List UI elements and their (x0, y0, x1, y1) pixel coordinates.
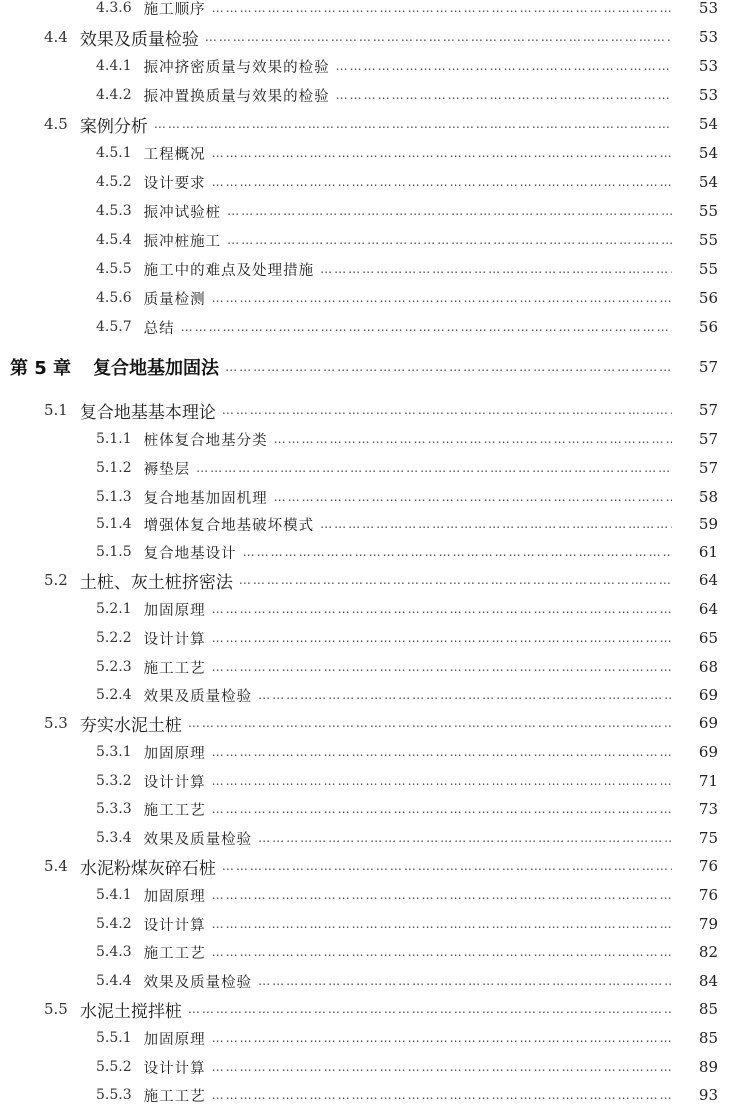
section-title: 加固原理 (143, 745, 206, 762)
page-number: 53 (698, 57, 718, 75)
section-title: 工程概况 (143, 146, 206, 163)
toc-entry[interactable] (0, 284, 730, 312)
section-number: 5.1.4 (96, 516, 132, 532)
section-title: 加固原理 (143, 1031, 206, 1048)
dot-leader (154, 117, 672, 131)
toc-entry[interactable] (0, 852, 730, 880)
section-number: 5.2.4 (96, 687, 132, 703)
section-number: 5.1 (44, 401, 68, 419)
toc-entry[interactable] (0, 624, 730, 652)
section-number: 5.1.5 (96, 544, 132, 560)
page-number: 73 (698, 800, 718, 818)
section-title: 施工中的难点及处理措施 (143, 262, 315, 279)
dot-leader (212, 660, 672, 674)
dot-leader (274, 432, 672, 446)
dot-leader (320, 517, 672, 531)
section-number: 4.5.3 (96, 203, 132, 219)
dot-leader (212, 291, 672, 305)
section-title: 施工工艺 (143, 945, 206, 962)
section-number: 5.5.2 (96, 1059, 132, 1075)
toc-entry[interactable] (0, 255, 730, 283)
toc-entry[interactable] (0, 795, 730, 823)
section-number: 4.5.5 (96, 261, 132, 277)
section-number: 4.4.2 (96, 87, 132, 103)
page-number: 84 (698, 972, 718, 990)
page-number: 59 (698, 515, 718, 533)
toc-entry[interactable] (0, 313, 730, 341)
section-title: 褥垫层 (143, 461, 191, 478)
section-title: 振冲桩施工 (143, 233, 222, 250)
toc-entry[interactable] (0, 510, 730, 538)
section-title: 效果及质量检验 (143, 831, 253, 848)
dot-leader (212, 602, 672, 616)
section-title: 质量检测 (143, 291, 206, 308)
section-title: 施工顺序 (143, 1, 206, 18)
toc-entry[interactable] (0, 881, 730, 909)
toc-entry[interactable] (0, 396, 730, 424)
page-number: 69 (698, 714, 718, 732)
dot-leader (196, 461, 672, 475)
section-number: 5.2.2 (96, 630, 132, 646)
toc-entry[interactable] (0, 0, 730, 22)
section-number: 4.5.4 (96, 232, 132, 248)
page-number: 93 (698, 1086, 718, 1104)
section-title: 效果及质量检验 (143, 974, 253, 991)
page-number: 57 (698, 459, 718, 477)
dot-leader (212, 175, 672, 189)
page-number: 58 (698, 488, 718, 506)
dot-leader (222, 403, 672, 417)
section-number: 5.2.1 (96, 601, 132, 617)
page-number: 71 (698, 772, 718, 790)
section-title: 振冲挤密质量与效果的检验 (143, 59, 330, 76)
section-title: 复合地基基本理论 (79, 402, 216, 423)
dot-leader (212, 146, 672, 160)
section-title: 案例分析 (79, 116, 148, 137)
toc-entry[interactable] (0, 23, 730, 51)
section-number: 5.1.2 (96, 460, 132, 476)
section-title: 设计计算 (143, 631, 206, 648)
chapter-title: 复合地基加固法 (93, 358, 220, 379)
page-number: 57 (698, 401, 718, 419)
section-title: 设计计算 (143, 774, 206, 791)
section-number: 5.5.1 (96, 1030, 132, 1046)
page-number: 85 (698, 1029, 718, 1047)
section-title: 夯实水泥土桩 (79, 715, 182, 736)
dot-leader (188, 716, 672, 730)
section-number: 5.3.1 (96, 744, 132, 760)
toc-entry[interactable] (0, 52, 730, 80)
dot-leader (258, 831, 672, 845)
section-title: 效果及质量检验 (79, 29, 199, 50)
section-title: 施工工艺 (143, 802, 206, 819)
section-title: 加固原理 (143, 602, 206, 619)
dot-leader (239, 573, 672, 587)
section-title: 施工工艺 (143, 1088, 206, 1105)
toc-entry[interactable] (0, 425, 730, 453)
section-number: 5.3 (44, 714, 68, 732)
dot-leader (258, 974, 672, 988)
dot-leader (212, 1031, 672, 1045)
page-number: 54 (698, 115, 718, 133)
section-number: 5.2.3 (96, 659, 132, 675)
chapter-number: 第 5 章 (10, 358, 72, 379)
dot-leader (212, 1060, 672, 1074)
section-title: 复合地基设计 (143, 545, 237, 562)
page-number: 53 (698, 86, 718, 104)
dot-leader (227, 204, 672, 218)
toc-entry[interactable] (0, 709, 730, 737)
dot-leader (212, 945, 672, 959)
page-number: 82 (698, 943, 718, 961)
section-title: 复合地基加固机理 (143, 490, 268, 507)
section-title: 水泥粉煤灰碎石桩 (79, 858, 216, 879)
dot-leader (222, 859, 672, 873)
toc-entry[interactable] (0, 1081, 730, 1109)
section-number: 5.1.3 (96, 489, 132, 505)
toc-entry[interactable] (0, 110, 730, 138)
section-number: 5.5 (44, 1000, 68, 1018)
section-title: 总结 (143, 320, 175, 337)
page-number: 57 (698, 430, 718, 448)
dot-leader (212, 1, 672, 15)
section-number: 5.5.3 (96, 1087, 132, 1103)
section-title: 桩体复合地基分类 (143, 432, 268, 449)
toc-entry[interactable] (0, 681, 730, 709)
dot-leader (212, 774, 672, 788)
page-number: 89 (698, 1058, 718, 1076)
dot-leader (336, 88, 672, 102)
page-number: 56 (698, 289, 718, 307)
dot-leader (212, 888, 672, 902)
toc-entry[interactable] (0, 566, 730, 594)
page-number: 54 (698, 144, 718, 162)
section-number: 4.3.6 (96, 0, 132, 16)
page-number: 79 (698, 915, 718, 933)
section-number: 4.5.6 (96, 290, 132, 306)
section-title: 增强体复合地基破坏模式 (143, 517, 315, 534)
section-number: 4.4 (44, 28, 68, 46)
page-number: 54 (698, 173, 718, 191)
section-title: 设计计算 (143, 917, 206, 934)
section-title: 加固原理 (143, 888, 206, 905)
page-number: 69 (698, 743, 718, 761)
section-number: 4.5 (44, 115, 68, 133)
page-number: 65 (698, 629, 718, 647)
dot-leader (188, 1002, 672, 1016)
page-number: 69 (698, 686, 718, 704)
toc-entry[interactable] (0, 910, 730, 938)
toc-entry[interactable] (0, 995, 730, 1023)
dot-leader (243, 545, 672, 559)
dot-leader (320, 262, 672, 276)
page-number: 53 (698, 28, 718, 46)
toc-entry[interactable] (0, 139, 730, 167)
toc-entry[interactable] (0, 1053, 730, 1081)
dot-leader (274, 490, 672, 504)
chapter-entry[interactable] (0, 350, 730, 384)
toc-entry[interactable] (0, 226, 730, 254)
toc-entry[interactable] (0, 938, 730, 966)
page-number: 68 (698, 658, 718, 676)
section-number: 4.5.7 (96, 319, 132, 335)
toc-entry[interactable] (0, 653, 730, 681)
toc-entry[interactable] (0, 738, 730, 766)
toc-entry[interactable] (0, 824, 730, 852)
section-number: 4.5.2 (96, 174, 132, 190)
section-number: 5.4.2 (96, 916, 132, 932)
section-number: 5.4.1 (96, 887, 132, 903)
toc-entry[interactable] (0, 538, 730, 566)
page-number: 76 (698, 886, 718, 904)
page-number: 76 (698, 857, 718, 875)
page-number: 53 (698, 0, 718, 17)
toc-entry[interactable] (0, 197, 730, 225)
dot-leader (205, 30, 672, 44)
toc-entry[interactable] (0, 454, 730, 482)
dot-leader (258, 688, 672, 702)
section-title: 振冲试验桩 (143, 204, 222, 221)
dot-leader (212, 631, 672, 645)
section-number: 5.4 (44, 857, 68, 875)
section-number: 5.3.4 (96, 830, 132, 846)
dot-leader (212, 1088, 672, 1102)
page-number: 75 (698, 829, 718, 847)
section-title: 效果及质量检验 (143, 688, 253, 705)
section-number: 5.3.2 (96, 773, 132, 789)
section-title: 土桩、灰土桩挤密法 (79, 572, 233, 593)
dot-leader (225, 360, 672, 374)
dot-leader (212, 802, 672, 816)
page-number: 64 (698, 571, 718, 589)
section-number: 5.4.3 (96, 944, 132, 960)
dot-leader (181, 320, 672, 334)
toc-entry[interactable] (0, 483, 730, 511)
page-number: 61 (698, 543, 718, 561)
toc-entry[interactable] (0, 1024, 730, 1052)
toc-entry[interactable] (0, 767, 730, 795)
page-number: 56 (698, 318, 718, 336)
section-title: 设计计算 (143, 1060, 206, 1077)
page-number: 85 (698, 1000, 718, 1018)
section-number: 5.2 (44, 571, 68, 589)
section-number: 5.3.3 (96, 801, 132, 817)
page-number: 64 (698, 600, 718, 618)
dot-leader (212, 917, 672, 931)
dot-leader (336, 59, 672, 73)
section-number: 5.1.1 (96, 431, 132, 447)
toc-entry[interactable] (0, 595, 730, 623)
dot-leader (212, 745, 672, 759)
toc-entry[interactable] (0, 81, 730, 109)
section-number: 4.4.1 (96, 58, 132, 74)
section-title: 设计要求 (143, 175, 206, 192)
section-title: 水泥土搅拌桩 (79, 1001, 182, 1022)
page-number: 57 (698, 358, 718, 376)
section-number: 5.4.4 (96, 973, 132, 989)
page-number: 55 (698, 202, 718, 220)
section-title: 施工工艺 (143, 660, 206, 677)
page-number: 55 (698, 260, 718, 278)
section-number: 4.5.1 (96, 145, 132, 161)
dot-leader (227, 233, 672, 247)
toc-entry[interactable] (0, 967, 730, 995)
toc-entry[interactable] (0, 168, 730, 196)
section-title: 振冲置换质量与效果的检验 (143, 88, 330, 105)
page-number: 55 (698, 231, 718, 249)
